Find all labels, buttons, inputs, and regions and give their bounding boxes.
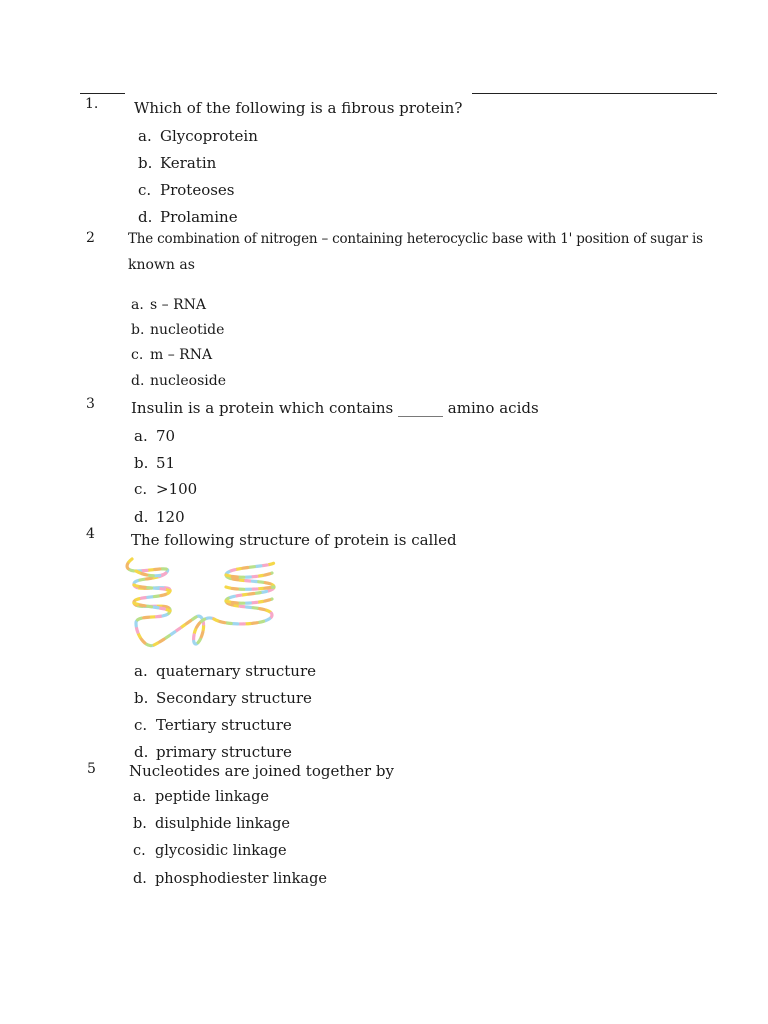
option-c — [134, 480, 197, 498]
option-text: peptide linkage — [155, 789, 269, 805]
option-text: Tertiary structure — [156, 716, 292, 734]
answer-blank: ______ — [398, 399, 444, 417]
option-letter: c. — [131, 347, 144, 363]
option-letter: c. — [133, 843, 146, 859]
option-text: s – RNA — [150, 297, 206, 313]
option-letter: b. — [138, 154, 153, 172]
option-text: 120 — [156, 508, 185, 526]
question-text — [131, 399, 539, 417]
option-letter: c. — [134, 716, 148, 734]
option-b — [134, 689, 312, 707]
option-c — [138, 181, 235, 199]
option-text: Keratin — [160, 154, 217, 172]
option-letter: a. — [138, 127, 152, 145]
question-text: The following structure of protein is called — [131, 531, 457, 549]
ribbon-segment — [214, 563, 274, 624]
question-text-line-2: known as — [128, 257, 195, 273]
option-a — [134, 662, 316, 680]
option-letter: d. — [134, 508, 149, 526]
option-letter: a. — [133, 789, 147, 805]
option-text: >100 — [156, 480, 198, 498]
option-a — [138, 127, 258, 145]
option-text: quaternary structure — [156, 662, 316, 680]
question-number: 2 — [86, 230, 95, 246]
option-a — [133, 789, 269, 805]
option-letter: b. — [134, 689, 149, 707]
option-text: 51 — [156, 454, 176, 472]
option-text: primary structure — [156, 743, 292, 761]
question-number: 5 — [87, 761, 96, 777]
option-text: Glycoprotein — [160, 127, 258, 145]
option-letter: d. — [131, 373, 145, 389]
option-letter: d. — [133, 871, 147, 887]
option-c — [134, 716, 292, 734]
option-b — [134, 454, 175, 472]
option-text: 70 — [156, 427, 176, 445]
option-d — [133, 871, 327, 887]
option-d — [134, 508, 185, 526]
option-letter: b. — [134, 454, 149, 472]
header-rule-left — [80, 93, 125, 94]
option-letter: a. — [134, 427, 148, 445]
option-b — [138, 154, 216, 172]
option-text: nucleotide — [150, 322, 225, 338]
question-text-line-1: The combination of nitrogen – containing heterocyclic base with 1' position of sugar is — [128, 231, 703, 247]
option-d — [131, 373, 226, 389]
question-number: 1. — [85, 96, 99, 112]
option-letter: c. — [134, 480, 148, 498]
option-text: Proteoses — [160, 181, 235, 199]
option-letter: d. — [138, 208, 153, 226]
question-number: 4 — [86, 526, 95, 542]
protein-structure-figure — [122, 555, 284, 655]
option-letter: d. — [134, 743, 149, 761]
option-letter: b. — [131, 322, 145, 338]
option-a — [134, 427, 175, 445]
option-text: glycosidic linkage — [155, 843, 287, 859]
protein-ribbon — [127, 559, 274, 646]
option-text: Prolamine — [160, 208, 238, 226]
option-text: disulphide linkage — [155, 816, 290, 832]
option-letter: a. — [131, 297, 144, 313]
option-a — [131, 297, 206, 313]
option-text: m – RNA — [150, 347, 213, 363]
option-text: Secondary structure — [156, 689, 312, 707]
option-letter: a. — [134, 662, 148, 680]
option-b — [131, 322, 224, 338]
option-text: phosphodiester linkage — [155, 871, 327, 887]
question-number: 3 — [86, 396, 95, 412]
option-text: nucleoside — [150, 373, 226, 389]
option-d — [138, 208, 238, 226]
option-d — [134, 743, 292, 761]
question-text: Which of the following is a fibrous protein? — [134, 99, 463, 117]
question-text-before: Insulin is a protein which contains — [131, 399, 394, 417]
option-letter: c. — [138, 181, 152, 199]
question-text: Nucleotides are joined together by — [129, 762, 394, 780]
option-c — [131, 347, 212, 363]
option-letter: b. — [133, 816, 147, 832]
header-rule-right — [472, 93, 717, 94]
option-c — [133, 843, 287, 859]
option-b — [133, 816, 290, 832]
question-text-after: amino acids — [447, 399, 539, 417]
